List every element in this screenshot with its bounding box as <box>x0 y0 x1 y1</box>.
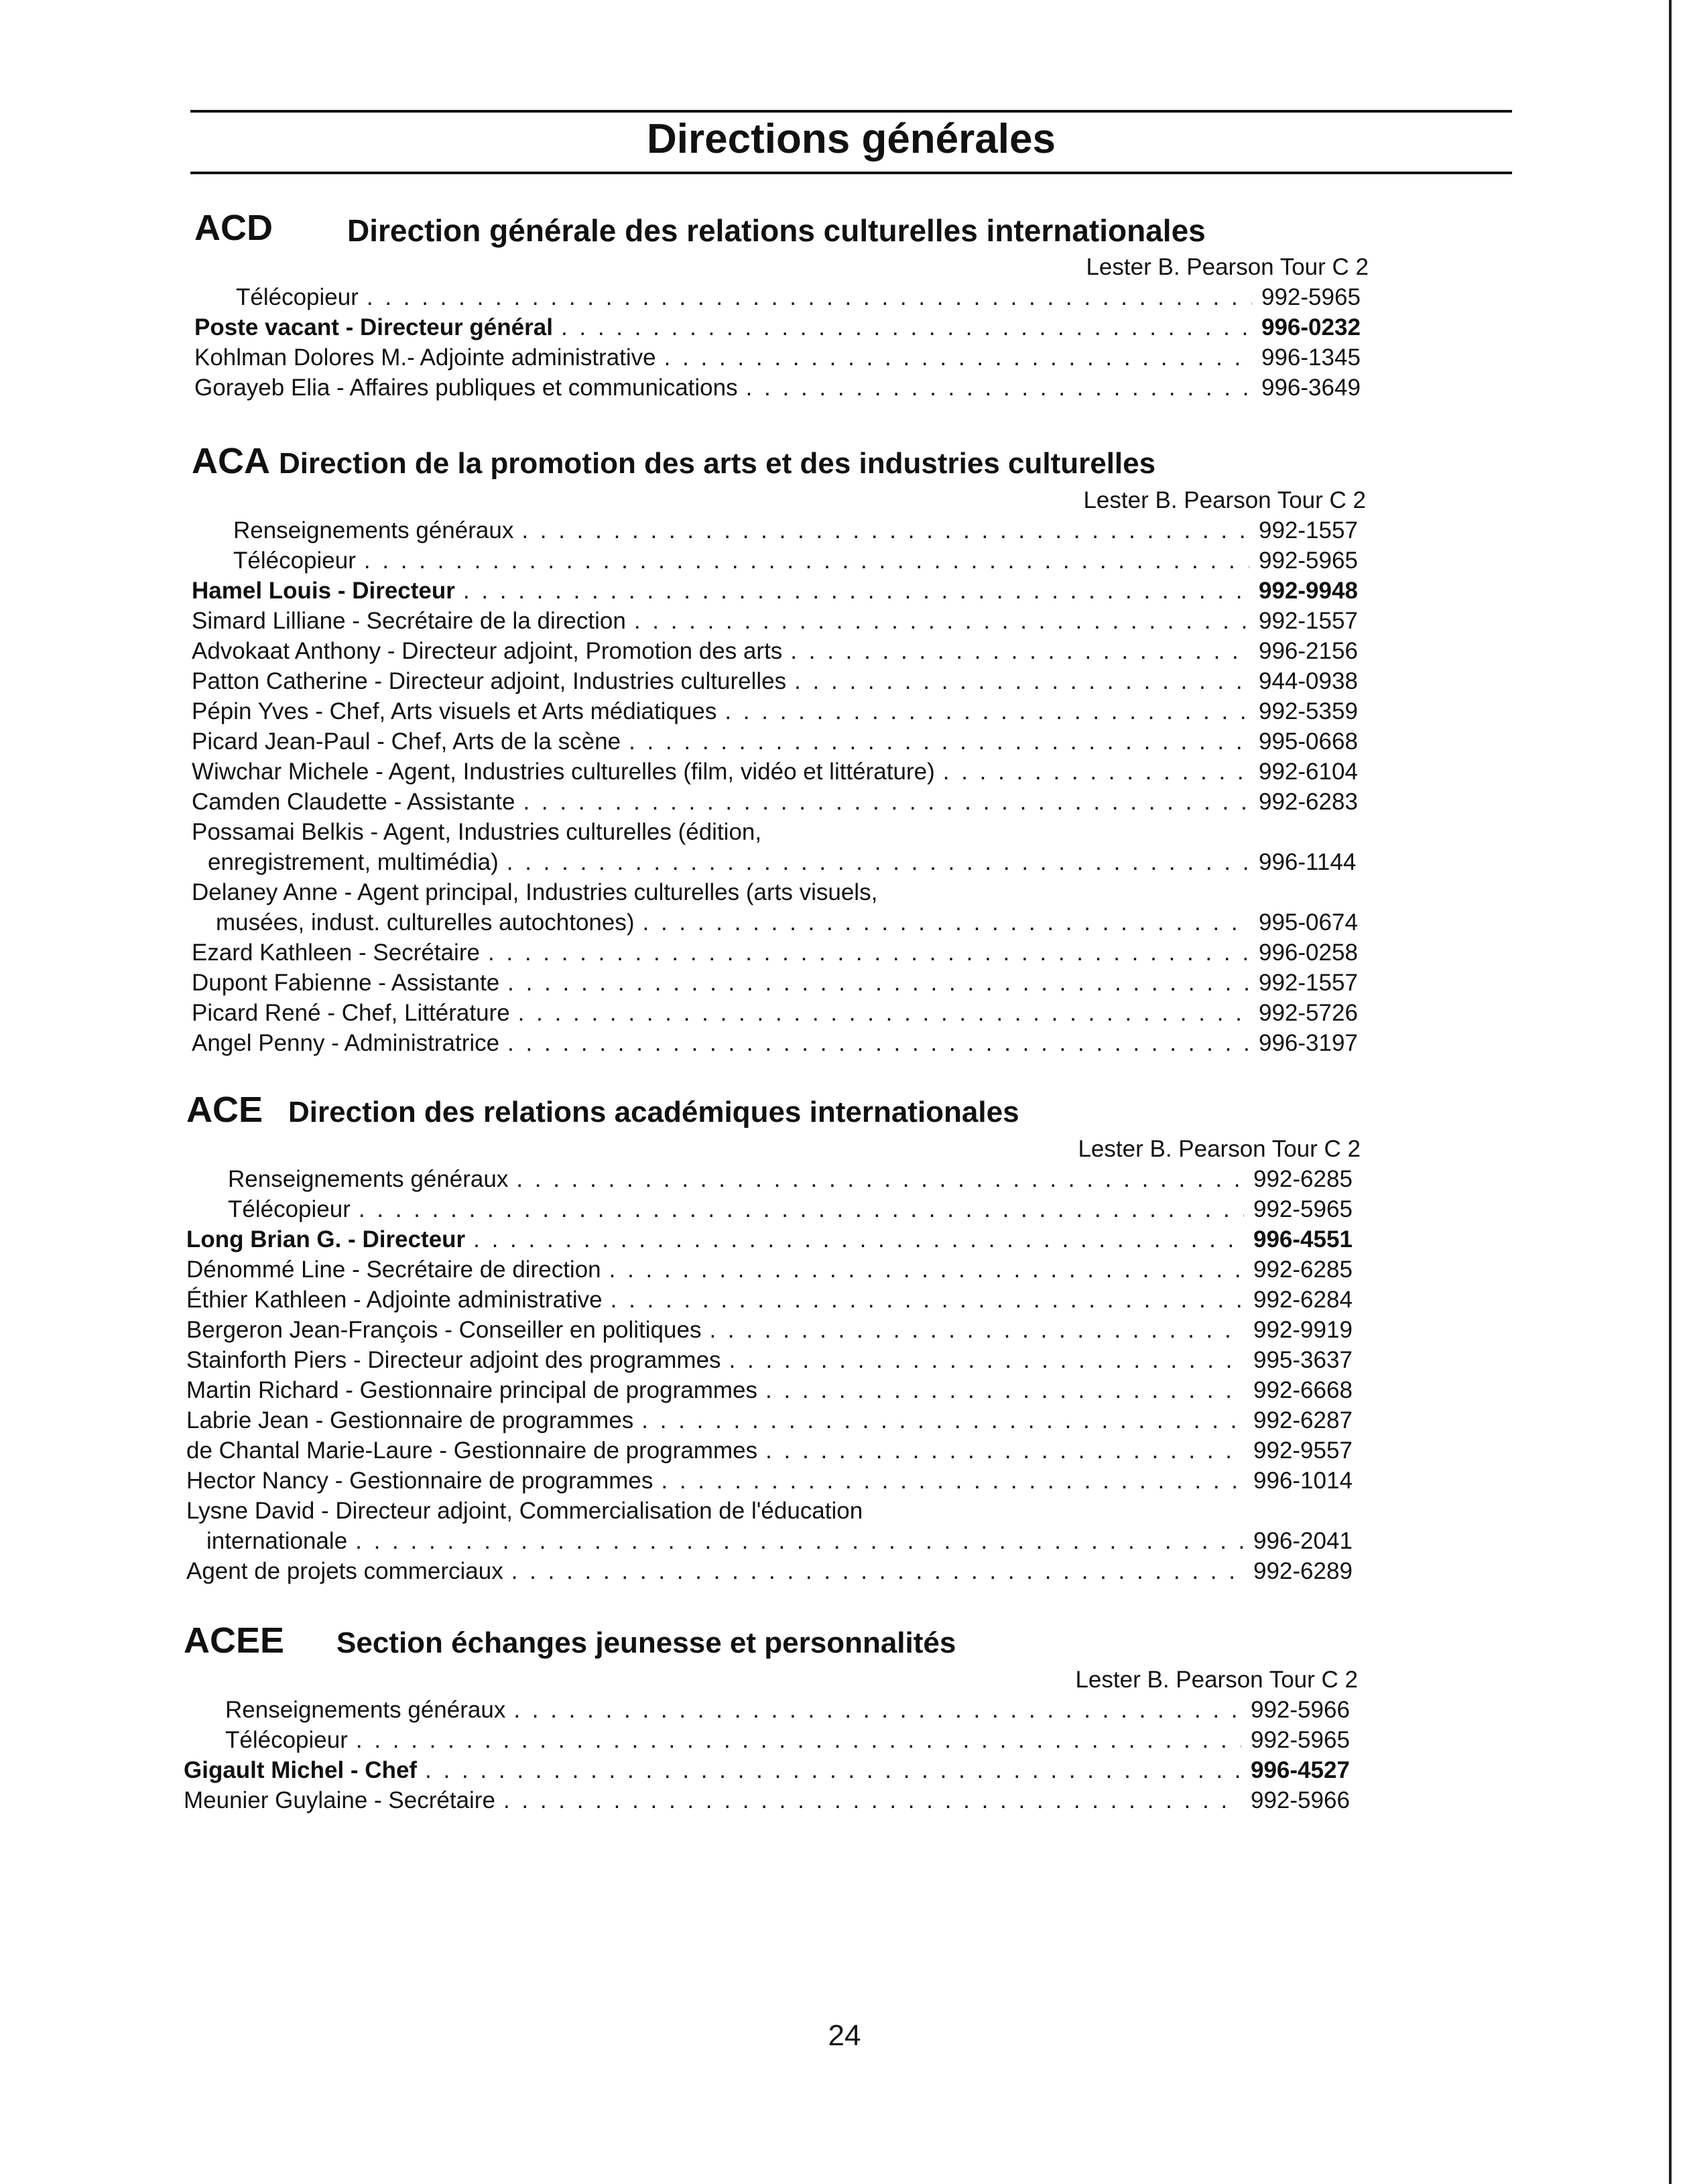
directory-entry-general-info <box>186 1164 1366 1194</box>
dot-leader <box>641 1405 1244 1435</box>
entry-phone: 992-9948 <box>1259 578 1358 604</box>
directory-entry <box>186 1405 1366 1435</box>
entry-phone: 944-0938 <box>1259 668 1358 694</box>
directory-entry <box>186 1466 1366 1496</box>
entry-name: Gorayeb Elia - Affaires publiques et communications <box>194 375 738 401</box>
directory-entry-general-info <box>192 515 1371 545</box>
directory-entry-chief <box>184 1755 1363 1785</box>
entry-phone: 996-3197 <box>1259 1030 1358 1056</box>
directory-entry-first-line: Lysne David - Directeur adjoint, Commercialisation de l'éducation <box>186 1498 863 1524</box>
entry-phone: 992-5726 <box>1259 1000 1358 1026</box>
section-acd <box>194 200 1374 403</box>
dot-leader <box>356 1725 1241 1755</box>
dot-leader <box>725 696 1249 726</box>
dot-leader <box>518 998 1249 1028</box>
directory-entry-continuation <box>192 847 1371 877</box>
entry-name: Patton Catherine - Directeur adjoint, Industries culturelles <box>192 668 787 694</box>
entry-phone: 995-0674 <box>1259 909 1358 936</box>
entry-phone: 992-6285 <box>1253 1257 1353 1283</box>
entry-phone: 992-5965 <box>1261 284 1361 310</box>
entry-phone: 996-1345 <box>1261 344 1361 371</box>
directory-entry <box>192 606 1371 636</box>
dot-leader <box>746 373 1252 403</box>
entry-name: Long Brian G. - Directeur <box>186 1226 466 1252</box>
entry-name: Hector Nancy - Gestionnaire de programmes <box>186 1468 653 1494</box>
directory-entry-director <box>186 1224 1366 1255</box>
directory-entry <box>192 998 1371 1028</box>
entry-name: Télécopieur <box>236 284 359 310</box>
entry-name: Martin Richard - Gestionnaire principal de programmes <box>186 1377 758 1403</box>
dot-leader <box>473 1224 1244 1255</box>
entry-phone: 992-5965 <box>1253 1196 1353 1222</box>
dot-leader <box>507 1028 1249 1058</box>
entry-phone: 992-1557 <box>1259 517 1358 543</box>
section-code: ACE <box>186 1090 263 1130</box>
entry-phone: 992-5966 <box>1251 1787 1350 1813</box>
entry-name: Agent de projets commerciaux <box>186 1558 503 1584</box>
entry-phone: 995-0668 <box>1259 728 1358 755</box>
dot-leader <box>364 545 1249 576</box>
entry-name: Labrie Jean - Gestionnaire de programmes <box>186 1407 634 1433</box>
directory-entry <box>194 342 1374 373</box>
entry-name: Kohlman Dolores M.- Adjointe administrative <box>194 344 656 371</box>
entry-name: Stainforth Piers - Directeur adjoint des programmes <box>186 1347 721 1373</box>
entry-name: Gigault Michel - Chef <box>184 1757 418 1783</box>
entry-name: Renseignements généraux <box>228 1166 509 1192</box>
dot-leader <box>355 1526 1244 1556</box>
entry-name: Hamel Louis - Directeur <box>192 578 455 604</box>
entry-name: Télécopieur <box>225 1727 348 1753</box>
section-name: Direction de la promotion des arts et des industries culturelles <box>279 447 1156 480</box>
entry-name: enregistrement, multimédia) <box>208 849 499 875</box>
title-underline-rule <box>190 172 1512 174</box>
section-header <box>192 433 1371 485</box>
dot-leader <box>367 282 1252 312</box>
page-title: Directions générales <box>647 116 1056 162</box>
directory-entry-fax <box>192 545 1371 576</box>
directory-entry <box>186 1375 1366 1405</box>
dot-leader <box>709 1315 1244 1345</box>
section-address: Lester B. Pearson Tour C 2 <box>1086 254 1369 280</box>
directory-entry-continuation <box>192 907 1371 938</box>
entry-phone: 996-0258 <box>1259 940 1358 966</box>
section-header <box>186 1082 1366 1134</box>
section-address: Lester B. Pearson Tour C 2 <box>1075 1667 1358 1693</box>
dot-leader <box>523 787 1249 817</box>
dot-leader <box>507 968 1249 998</box>
directory-entry <box>192 968 1371 998</box>
entry-name: Simard Lilliane - Secrétaire de la direction <box>192 608 626 634</box>
page-number: 24 <box>828 2019 861 2052</box>
section-address: Lester B. Pearson Tour C 2 <box>1083 487 1366 513</box>
entry-phone: 992-9919 <box>1253 1317 1353 1343</box>
dot-leader <box>943 757 1249 787</box>
scan-edge-line <box>1669 0 1672 2184</box>
section-address: Lester B. Pearson Tour C 2 <box>1078 1136 1361 1162</box>
dot-leader <box>521 515 1249 545</box>
directory-entry <box>184 1785 1363 1815</box>
entry-phone: 996-4527 <box>1251 1757 1350 1783</box>
directory-entry <box>192 938 1371 968</box>
entry-name: internationale <box>206 1528 348 1554</box>
entry-phone: 996-1144 <box>1259 849 1357 875</box>
entry-name: Advokaat Anthony - Directeur adjoint, Promotion des arts <box>192 638 783 664</box>
dot-leader <box>611 1285 1244 1315</box>
entry-phone: 996-0232 <box>1261 314 1361 340</box>
directory-entry <box>186 1315 1366 1345</box>
section-code: ACA <box>192 441 270 481</box>
directory-entry <box>192 757 1371 787</box>
dot-leader <box>664 342 1252 373</box>
directory-entry <box>186 1556 1366 1586</box>
dot-leader <box>516 1164 1244 1194</box>
entry-name: musées, indust. culturelles autochtones) <box>216 909 635 936</box>
directory-entry-fax <box>186 1194 1366 1224</box>
directory-entry <box>192 726 1371 757</box>
dot-leader <box>609 1255 1244 1285</box>
entry-name: Télécopieur <box>233 548 356 574</box>
entry-name: Dénommé Line - Secrétaire de direction <box>186 1257 601 1283</box>
entry-name: Camden Claudette - Assistante <box>192 789 515 815</box>
dot-leader <box>790 636 1249 666</box>
entry-phone: 992-6283 <box>1259 789 1358 815</box>
entry-name: Ezard Kathleen - Secrétaire <box>192 940 480 966</box>
entry-name: Télécopieur <box>228 1196 351 1222</box>
section-code: ACEE <box>184 1620 285 1661</box>
section-name: Direction des relations académiques internationales <box>288 1096 1019 1129</box>
entry-name: Pépin Yves - Chef, Arts visuels et Arts médiatiques <box>192 698 717 724</box>
directory-entry <box>186 1435 1366 1466</box>
dot-leader <box>507 847 1249 877</box>
dot-leader <box>634 606 1249 636</box>
entry-phone: 992-5965 <box>1259 548 1358 574</box>
directory-entry-general-info <box>184 1695 1363 1725</box>
section-header <box>194 200 1374 252</box>
section-ace <box>186 1082 1366 1586</box>
directory-entry <box>192 696 1371 726</box>
entry-phone: 995-3637 <box>1253 1347 1353 1373</box>
entry-phone: 992-6668 <box>1253 1377 1353 1403</box>
entry-phone: 992-1557 <box>1259 970 1358 996</box>
entry-name: Picard René - Chef, Littérature <box>192 1000 510 1026</box>
directory-entry <box>186 1255 1366 1285</box>
entry-name: Bergeron Jean-François - Conseiller en politiques <box>186 1317 702 1343</box>
entry-phone: 992-9557 <box>1253 1437 1353 1464</box>
dot-leader <box>765 1435 1244 1466</box>
section-name: Direction générale des relations culturelles internationales <box>347 213 1206 248</box>
entry-name: Poste vacant - Directeur général <box>194 314 553 340</box>
directory-entry-first-line: Delaney Anne - Agent principal, Industries culturelles (arts visuels, <box>192 879 878 905</box>
entry-phone: 992-6285 <box>1253 1166 1353 1192</box>
entry-phone: 992-1557 <box>1259 608 1358 634</box>
directory-entry <box>192 636 1371 666</box>
dot-leader <box>561 312 1252 342</box>
dot-leader <box>425 1755 1241 1785</box>
entry-phone: 992-5966 <box>1251 1697 1350 1723</box>
entry-phone: 992-6284 <box>1253 1287 1353 1313</box>
dot-leader <box>463 576 1249 606</box>
dot-leader <box>629 726 1249 757</box>
entry-phone: 992-5965 <box>1251 1727 1350 1753</box>
entry-name: Renseignements généraux <box>233 517 514 543</box>
directory-entry <box>186 1345 1366 1375</box>
entry-phone: 992-6287 <box>1253 1407 1353 1433</box>
entry-phone: 996-1014 <box>1253 1468 1353 1494</box>
entry-phone: 996-3649 <box>1261 375 1361 401</box>
dot-leader <box>729 1345 1244 1375</box>
directory-entry-director <box>194 312 1374 342</box>
entry-name: Angel Penny - Administratrice <box>192 1030 500 1056</box>
section-acee <box>184 1612 1363 1815</box>
dot-leader <box>511 1556 1244 1586</box>
directory-entry <box>194 373 1374 403</box>
section-code: ACD <box>194 208 273 248</box>
directory-entry <box>192 666 1371 696</box>
directory-entry-fax <box>184 1725 1363 1755</box>
directory-entry <box>192 1028 1371 1058</box>
directory-entry-fax <box>194 282 1374 312</box>
entry-name: Renseignements généraux <box>225 1697 506 1723</box>
directory-entry-director <box>192 576 1371 606</box>
directory-entry-first-line: Possamai Belkis - Agent, Industries culturelles (édition, <box>192 819 762 845</box>
entry-name: Dupont Fabienne - Assistante <box>192 970 500 996</box>
dot-leader <box>765 1375 1244 1405</box>
directory-entry <box>192 787 1371 817</box>
entry-name: Meunier Guylaine - Secrétaire <box>184 1787 495 1813</box>
entry-phone: 992-6104 <box>1259 759 1358 785</box>
dot-leader <box>794 666 1249 696</box>
directory-entry-continuation <box>186 1526 1366 1556</box>
entry-phone: 992-5359 <box>1259 698 1358 724</box>
entry-name: de Chantal Marie-Laure - Gestionnaire de programmes <box>186 1437 758 1464</box>
entry-name: Picard Jean-Paul - Chef, Arts de la scène <box>192 728 621 755</box>
entry-phone: 996-2041 <box>1253 1528 1353 1554</box>
section-name: Section échanges jeunesse et personnalités <box>336 1626 956 1659</box>
dot-leader <box>488 938 1249 968</box>
directory-entry <box>186 1285 1366 1315</box>
dot-leader <box>661 1466 1244 1496</box>
dot-leader <box>503 1785 1241 1815</box>
dot-leader <box>359 1194 1244 1224</box>
entry-name: Éthier Kathleen - Adjointe administrative <box>186 1287 603 1313</box>
entry-phone: 996-2156 <box>1259 638 1358 664</box>
section-aca <box>192 433 1371 1058</box>
entry-name: Wiwchar Michele - Agent, Industries culturelles (film, vidéo et littérature) <box>192 759 935 785</box>
entry-phone: 996-4551 <box>1253 1226 1353 1252</box>
entry-phone: 992-6289 <box>1253 1558 1353 1584</box>
dot-leader <box>513 1695 1241 1725</box>
section-header <box>184 1612 1363 1665</box>
dot-leader <box>643 907 1250 938</box>
